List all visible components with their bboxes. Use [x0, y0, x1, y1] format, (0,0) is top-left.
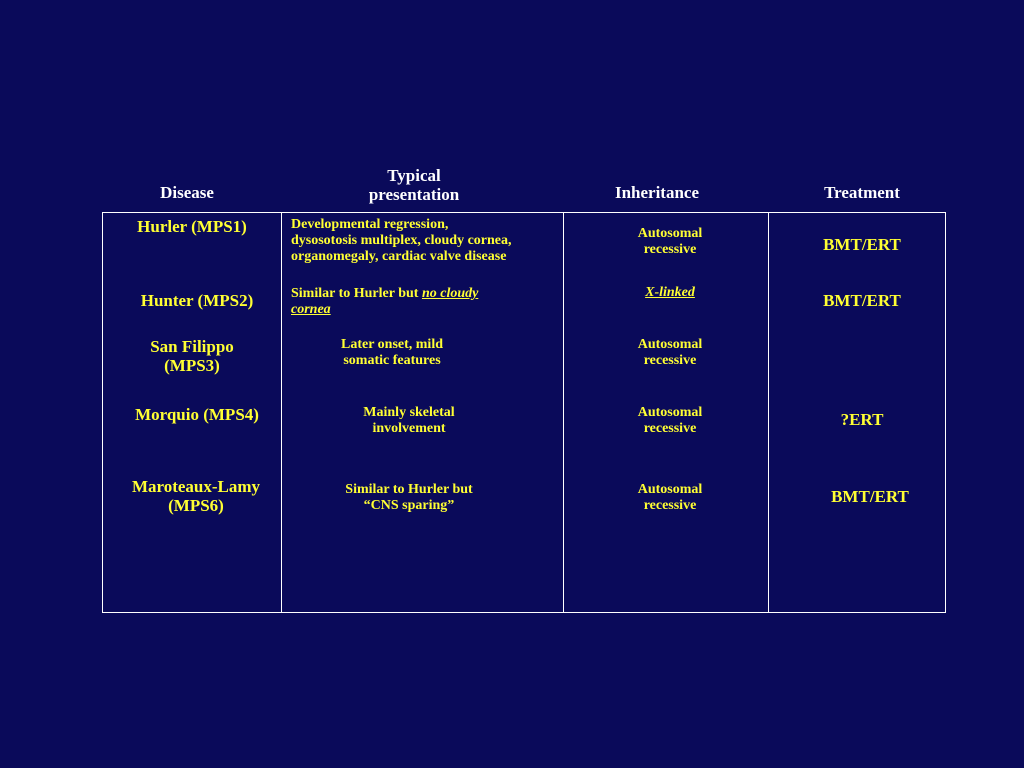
row-4-presentation	[329, 405, 489, 437]
row-2-presentation-line1	[291, 286, 541, 302]
row-3-disease	[104, 337, 280, 375]
row-4-presentation-line2: involvement	[372, 421, 446, 436]
row-2-inheritance	[600, 285, 740, 301]
row-4-disease: Morquio (MPS4)	[135, 405, 259, 424]
row-5-disease	[104, 477, 288, 515]
column-divider-2	[563, 212, 564, 613]
row-4-inheritance-line2: recessive	[643, 421, 697, 436]
row-2-presentation	[291, 286, 541, 318]
row-2-presentation-line2	[291, 302, 541, 318]
row-2-treatment: BMT/ERT	[823, 291, 901, 310]
row-4-treatment: ?ERT	[840, 410, 884, 429]
row-1-disease: Hurler (MPS1)	[137, 217, 247, 236]
header-disease: Disease	[160, 183, 214, 202]
column-divider-3	[768, 212, 769, 613]
row-5-inheritance-line2: recessive	[643, 498, 697, 513]
row-3-presentation-line2: somatic features	[343, 353, 441, 368]
header-presentation-line1: Typical	[387, 166, 441, 185]
row-4-inheritance-line1: Autosomal	[637, 405, 703, 420]
row-3-inheritance	[600, 337, 740, 369]
row-1-inheritance	[600, 226, 740, 258]
header-presentation	[334, 166, 494, 204]
row-4-presentation-line1: Mainly skeletal	[363, 405, 455, 420]
row-3-disease-line2: (MPS3)	[164, 356, 220, 375]
row-3-presentation-line1: Later onset, mild	[340, 337, 443, 352]
row-2-disease: Hunter (MPS2)	[140, 291, 254, 310]
header-presentation-line2: presentation	[368, 185, 460, 204]
row-2-presentation-emphasis-1: no cloudy	[421, 286, 479, 301]
row-1-presentation	[291, 217, 563, 265]
row-1-presentation-line3: organomegaly, cardiac valve disease	[291, 249, 507, 264]
row-5-inheritance	[600, 482, 740, 514]
row-5-presentation	[314, 482, 504, 514]
row-5-presentation-line2: “CNS sparing”	[363, 498, 455, 513]
row-3-disease-line1: San Filippo	[150, 337, 234, 356]
row-5-disease-line2: (MPS6)	[168, 496, 224, 515]
row-5-disease-line1: Maroteaux-Lamy	[131, 477, 261, 496]
row-3-inheritance-line2: recessive	[643, 353, 697, 368]
header-treatment: Treatment	[824, 183, 900, 202]
row-3-inheritance-line1: Autosomal	[637, 337, 703, 352]
row-1-treatment: BMT/ERT	[823, 235, 901, 254]
row-2-inheritance-line1: X-linked	[645, 285, 695, 300]
row-3-presentation	[312, 337, 472, 369]
row-1-inheritance-line2: recessive	[643, 242, 697, 257]
row-2-presentation-emphasis-2: cornea	[291, 302, 331, 317]
row-1-presentation-line1: Developmental regression,	[291, 217, 449, 232]
row-5-presentation-line1: Similar to Hurler but	[345, 482, 473, 497]
header-inheritance: Inheritance	[614, 183, 700, 202]
row-2-presentation-prefix: Similar to Hurler but	[291, 286, 422, 301]
row-5-inheritance-line1: Autosomal	[637, 482, 703, 497]
row-4-inheritance	[600, 405, 740, 437]
row-1-inheritance-line1: Autosomal	[637, 226, 703, 241]
row-5-treatment: BMT/ERT	[831, 487, 909, 506]
row-1-presentation-line2: dysosotosis multiplex, cloudy cornea,	[291, 233, 512, 248]
